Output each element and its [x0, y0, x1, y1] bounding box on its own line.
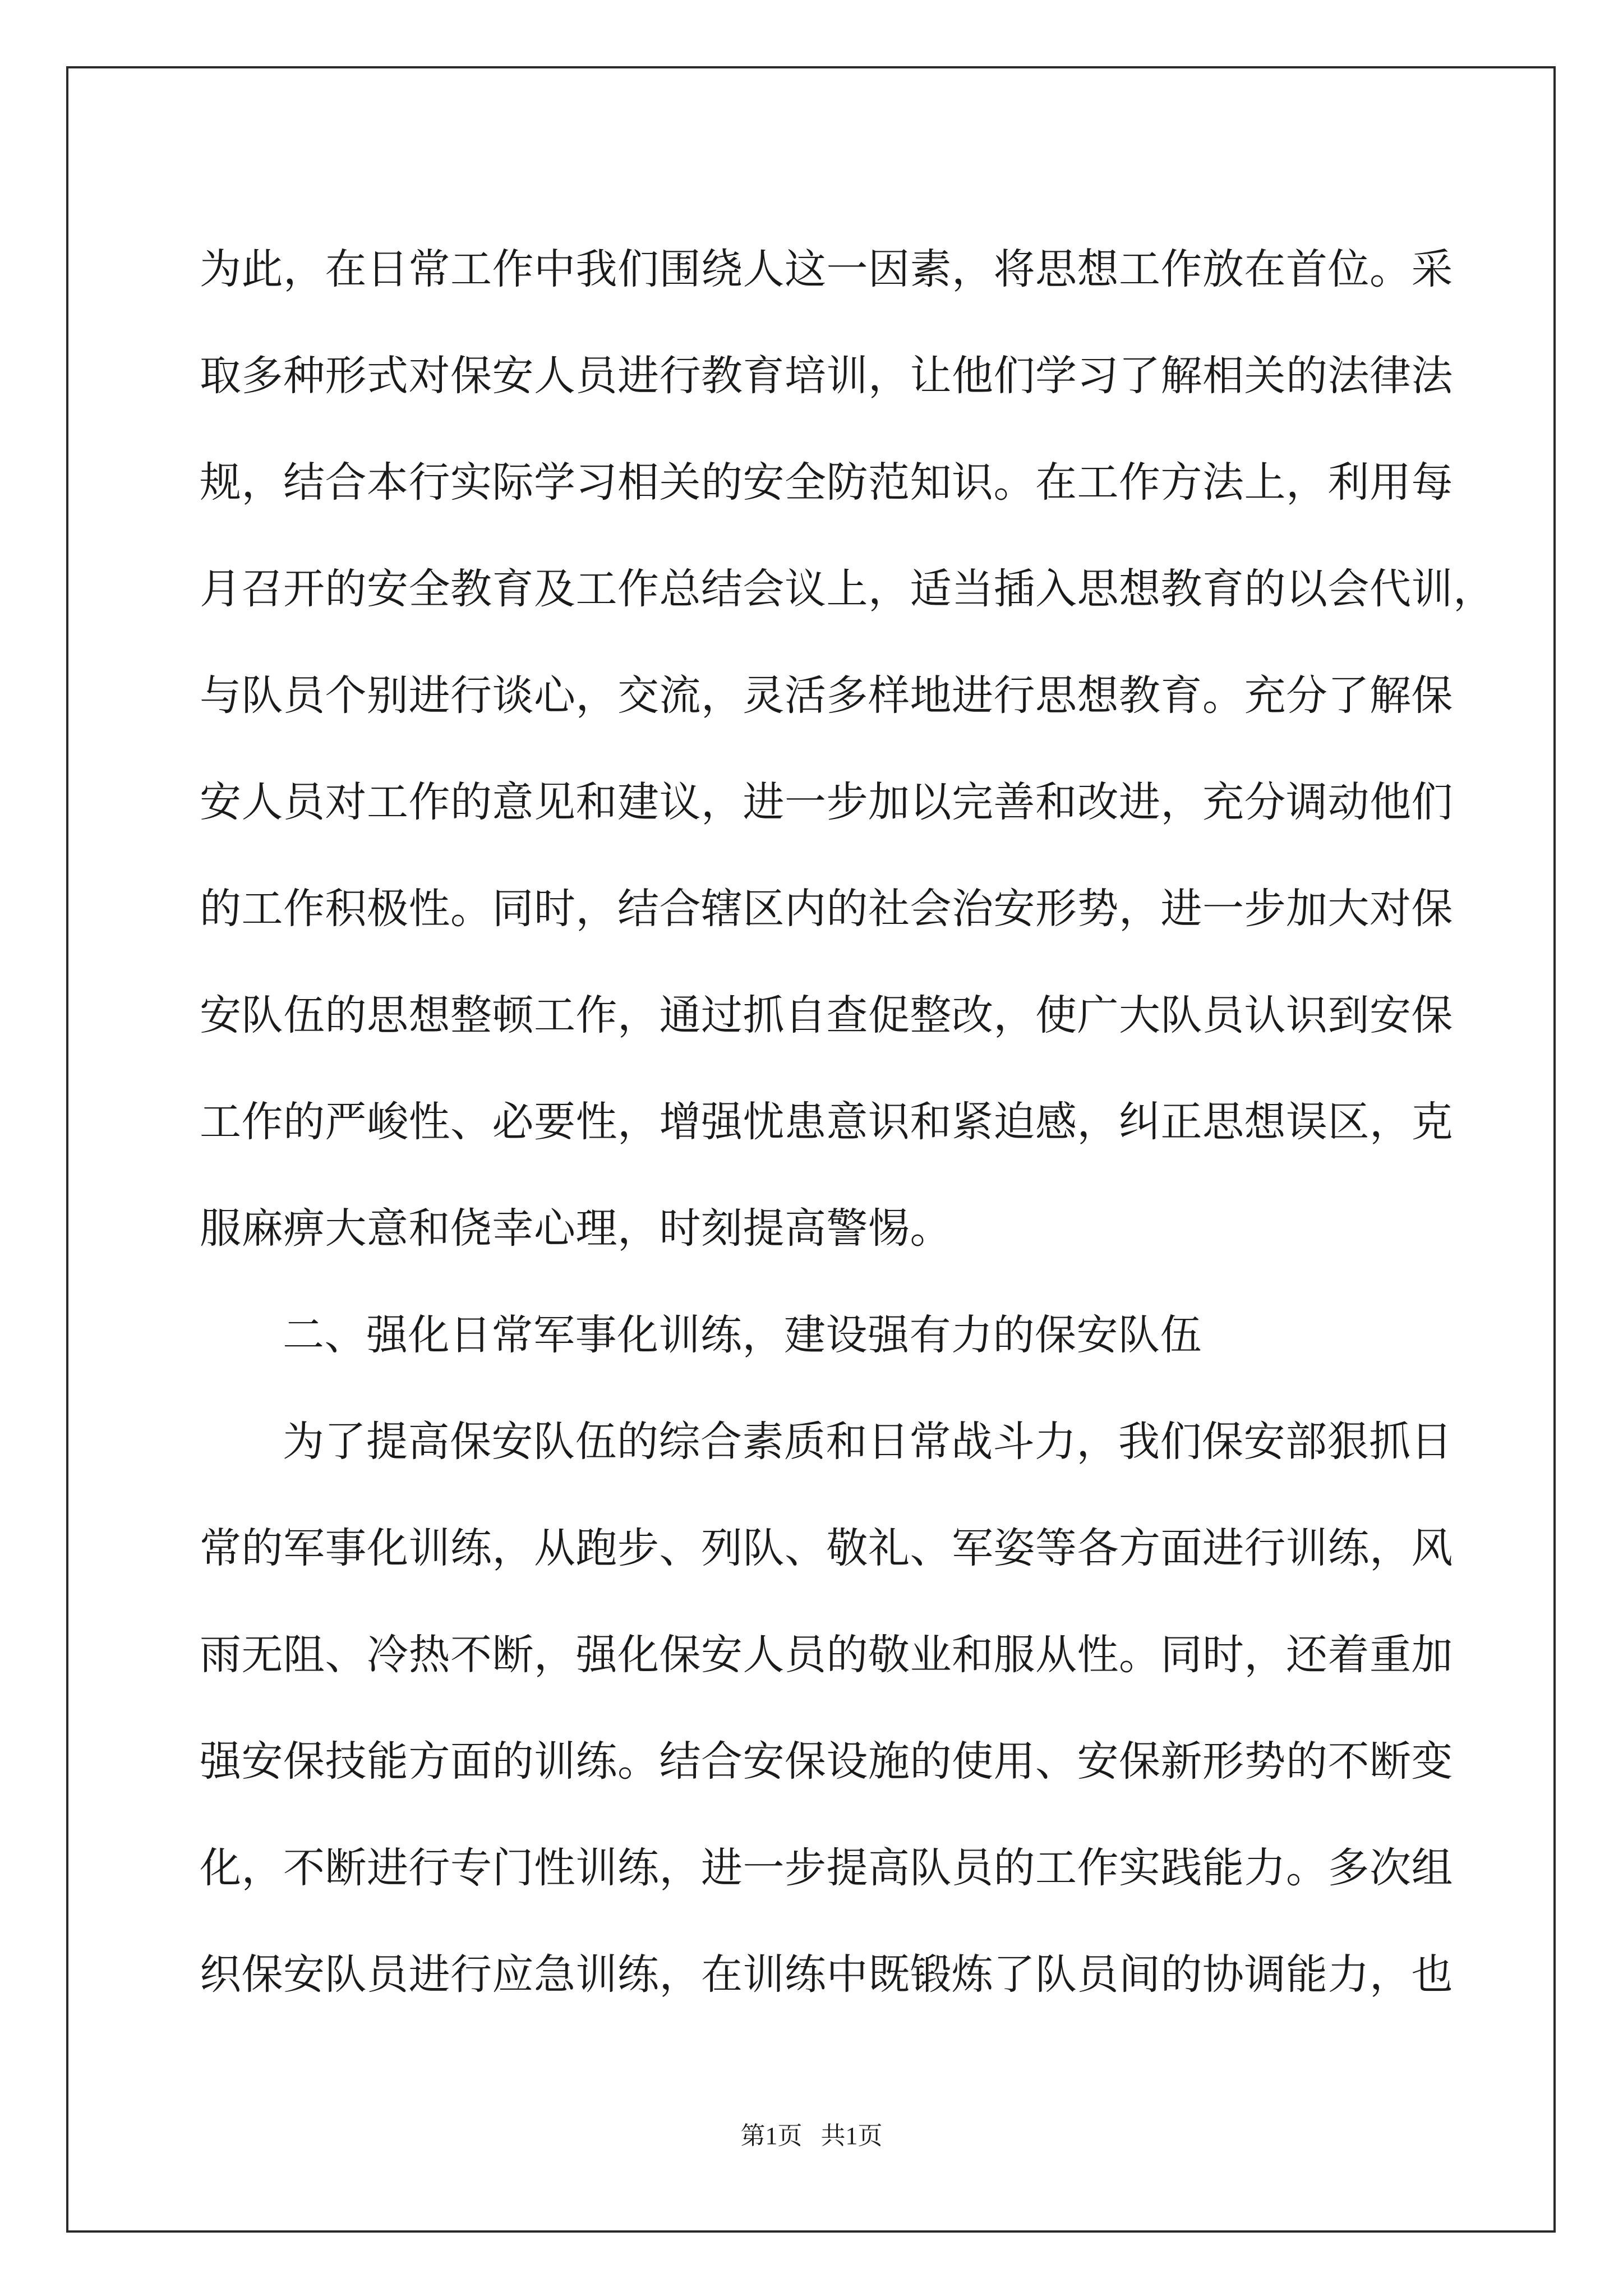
- text-line: 雨无阻、冷热不断，强化保安人员的敬业和服从性。同时，还着重加: [200, 1631, 1453, 1679]
- text-line: 安人员对工作的意见和建议，进一步加以完善和改进，充分调动他们: [200, 778, 1453, 826]
- text-line: 规，结合本行实际学习相关的安全防范知识。在工作方法上，利用每: [200, 458, 1453, 507]
- text-line: 与队员个别进行谈心，交流，灵活多样地进行思想教育。充分了解保: [200, 671, 1453, 720]
- text-line: 的工作积极性。同时，结合辖区内的社会治安形势，进一步加大对保: [200, 885, 1453, 933]
- text-line: 服麻痹大意和侥幸心理，时刻提高警惕。: [200, 1204, 952, 1253]
- text-line: 工作的严峻性、必要性，增强忧患意识和紧迫感，纠正思想误区，克: [200, 1098, 1453, 1146]
- text-line: 取多种形式对保安人员进行教育培训，让他们学习了解相关的法律法: [200, 352, 1453, 400]
- document-body: [200, 216, 1495, 2028]
- text-line: 织保安队员进行应急训练，在训练中既锻炼了队员间的协调能力，也: [200, 1950, 1453, 1999]
- text-line: 为此，在日常工作中我们围绕人这一因素，将思想工作放在首位。采: [200, 245, 1453, 293]
- text-line: 强安保技能方面的训练。结合安保设施的使用、安保新形势的不断变: [200, 1737, 1453, 1786]
- section-heading: 二、强化日常军事化训练，建设强有力的保安队伍: [283, 1311, 1202, 1359]
- text-line: 化，不断进行专门性训练，进一步提高队员的工作实践能力。多次组: [200, 1844, 1453, 1892]
- page-number-footer: 第1页 共1页: [740, 2122, 883, 2150]
- text-line: 安队伍的思想整顿工作，通过抓自查促整改，使广大队员认识到安保: [200, 991, 1453, 1039]
- text-line: 常的军事化训练，从跑步、列队、敬礼、军姿等各方面进行训练，风: [200, 1524, 1453, 1572]
- text-line: 月召开的安全教育及工作总结会议上，适当插入思想教育的以会代训，: [200, 565, 1495, 613]
- text-line: 为了提高保安队伍的综合素质和日常战斗力，我们保安部狠抓日: [283, 1418, 1453, 1466]
